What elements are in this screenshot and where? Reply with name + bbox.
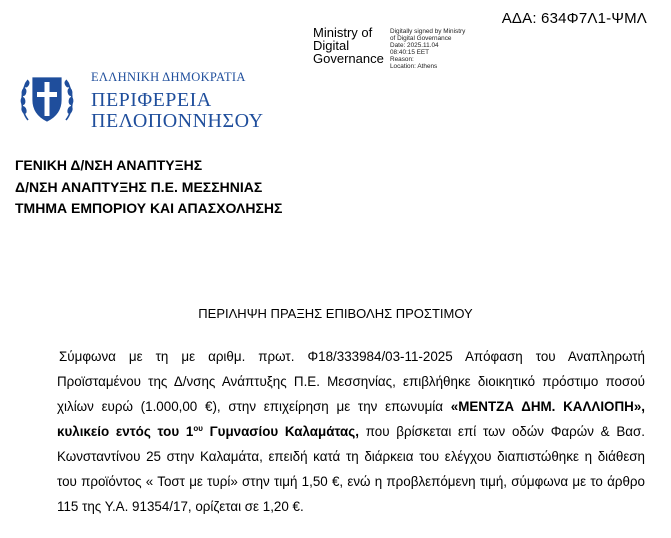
region-name-line1: ΠΕΡΙΦΕΡΕΙΑ	[91, 89, 212, 111]
signature-detail-line: of Digital Governance	[390, 35, 452, 42]
body-paragraph	[57, 344, 645, 519]
republic-label: ΕΛΛΗΝΙΚΗ ΔΗΜΟΚΡΑΤΙΑ	[91, 70, 246, 84]
ordinal-superscript: ου	[193, 424, 203, 433]
business-location-text: Γυμνασίου Καλαμάτας,	[202, 424, 359, 439]
body-text-continued: που βρίσκεται επί των οδών Φαρών & Βασ. Κωνσταντίνου 25 στην Καλαμάτα, επειδή κατά τη διάρκεια του ελέγχου διαπιστώθηκε η διάθεση του προϊόντος « Τοστ με τυρί» στην τιμή 1,50 €, ενώ η προβλεπόμενη τιμή, σύμφωνα με το άρθρο 115 της Υ.Α. 91354/17, ορίζεται σε 1,20 €.	[57, 424, 646, 514]
signature-detail-line: Location: Athens	[390, 63, 438, 70]
department-line: ΓΕΝΙΚΗ Δ/ΝΣΗ ΑΝΑΠΤΥΞΗΣ	[15, 157, 203, 173]
ada-number: ΑΔΑ: 634Φ7Λ1-ΨΜΛ	[501, 10, 647, 27]
signature-detail-line: Digitally signed by Ministry	[390, 28, 466, 35]
signature-details	[390, 28, 465, 70]
signature-detail-line: 08:40:15 EET	[390, 49, 430, 56]
business-name-text: «ΜΕΝΤΖΑ ΔΗΜ. ΚΑΛΛΙΟΠΗ», κυλικείο εντός του 1	[57, 399, 645, 439]
signature-org-line: Digital	[313, 38, 350, 53]
department-line: ΤΜΗΜΑ ΕΜΠΟΡΙΟΥ ΚΑΙ ΑΠΑΣΧΟΛΗΣΗΣ	[15, 200, 283, 216]
department-line: Δ/ΝΣΗ ΑΝΑΠΤΥΞΗΣ Π.Ε. ΜΕΣΣΗΝΙΑΣ	[15, 178, 263, 195]
signature-org-line: Governance	[313, 51, 384, 66]
document-title: ΠΕΡΙΛΗΨΗ ΠΡΑΞΗΣ ΕΠΙΒΟΛΗΣ ΠΡΟΣΤΙΜΟΥ	[198, 306, 473, 321]
signature-detail-line: Reason:	[390, 56, 414, 63]
signature-org-line: Ministry of	[313, 25, 373, 40]
department-header	[15, 155, 282, 220]
region-name-line2: ΠΕΛΟΠΟΝΝΗΣΟΥ	[91, 110, 264, 132]
signature-detail-line: Date: 2025.11.04	[390, 42, 439, 49]
body-text: Σύμφωνα με τη με αριθμ. πρωτ. Φ18/333984/03-11-2025 Απόφαση του Αναπληρωτή Προϊσταμένου της Δ/νσης Ανάπτυξης Π.Ε. Μεσσηνίας, επιβλήθηκε διοικητικό πρόστιμο ποσού χιλίων ευρώ (1.000,00 €), στην επιχείρηση με την επωνυμία	[57, 349, 645, 414]
region-logo-text	[91, 70, 264, 132]
greek-coat-of-arms-icon	[18, 70, 76, 128]
signature-organization	[313, 26, 384, 65]
